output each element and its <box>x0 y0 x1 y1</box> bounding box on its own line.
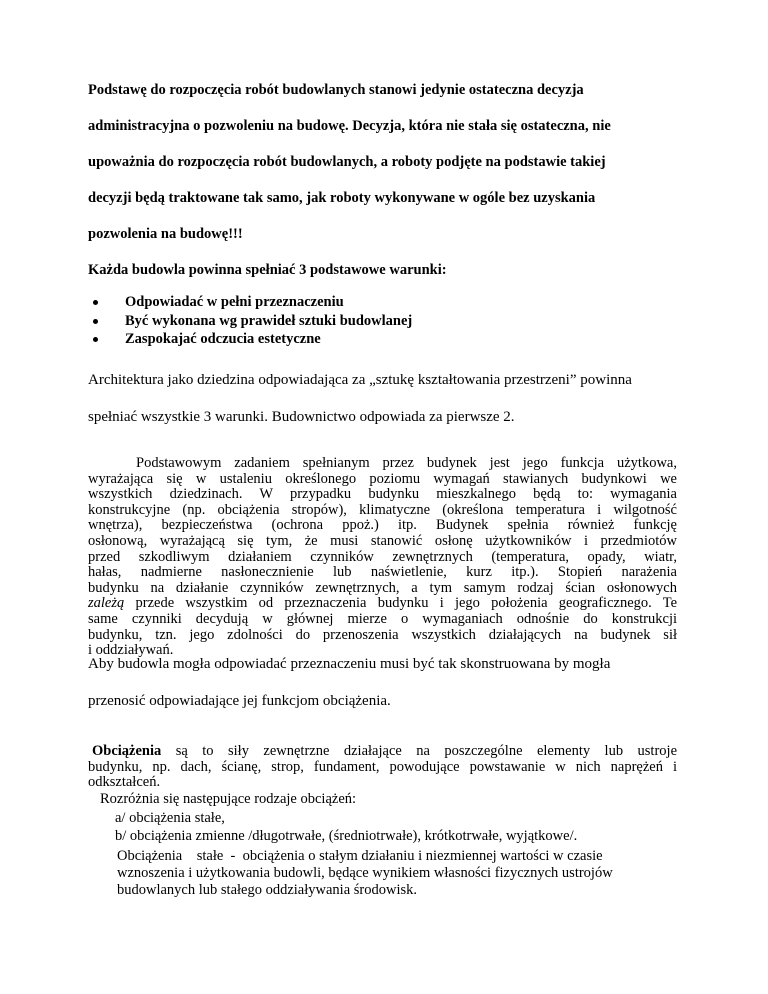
paragraph-line: budynku, tzn. jego zdolności do przenoszenia wszystkich działających na budynek sił <box>88 626 677 643</box>
paragraph-line: same czynniki decydują w głównej mierze o wymaganiach odnośnie do konstrukcji <box>88 610 677 627</box>
conditions-heading: Każda budowla powinna spełniać 3 podstawowe warunki: <box>88 262 447 278</box>
loads-term: Obciążenia <box>92 743 162 759</box>
bullet-icon <box>93 337 98 342</box>
paragraph-line: i oddziaływań. <box>88 642 174 659</box>
paragraph-line: wszystkich dziedzinach. W przypadku budynku mieszkalnego będą to: wymagania <box>88 486 677 503</box>
constant-loads-paragraph <box>117 848 677 899</box>
list-item: a/ obciążenia stałe, <box>115 810 225 826</box>
intro-line: decyzji będą traktowane tak samo, jak roboty wykonywane w ogóle bez uzyskania <box>88 190 596 206</box>
function-paragraph <box>88 456 677 659</box>
paragraph-line: budynku, np. dach, ścianę, strop, fundament, powodujące powstawanie w nich naprężeń i <box>88 758 677 775</box>
paragraph-line: wnętrza), bezpieczeństwa (ochrona ppoż.) itp. Budynek spełnia również funkcję <box>88 517 677 534</box>
paragraph-line <box>88 596 677 612</box>
paragraph-line: Obciążenia stałe - obciążenia o stałym działaniu i niezmiennej wartości w czasie <box>117 848 603 864</box>
paragraph-line-text: przede wszystkim od przeznaczenia budynku i jego położenia geograficznego. Te <box>135 595 678 612</box>
list-item <box>88 312 412 331</box>
loads-paragraph <box>88 744 677 791</box>
paragraph-line: budowlanych lub stałego oddziaływania środowisk. <box>117 882 418 898</box>
list-item-label: Odpowiadać w pełni przeznaczeniu <box>125 294 344 310</box>
bullet-icon <box>93 319 98 324</box>
list-item <box>88 330 412 349</box>
architecture-line: spełniać wszystkie 3 warunki. Budownictwo odpowiada za pierwsze 2. <box>88 409 515 425</box>
intro-line: pozwolenia na budowę!!! <box>88 226 243 242</box>
bullet-icon <box>93 300 98 305</box>
list-item-label: Zaspokajać odczucia estetyczne <box>125 331 321 347</box>
paragraph-line: budynku na działanie czynników zewnętrznych, a tym samym rodzaj ścian osłonowych <box>88 579 677 596</box>
paragraph-line-text: są to siły zewnętrzne działające na poszczególne elementy lub ustroje <box>175 743 677 759</box>
paragraph-line: przed szkodliwym działaniem czynników zewnętrznych (temperatura, opady, wiatr, <box>88 548 677 565</box>
list-item <box>88 293 412 312</box>
list-item-label: Być wykonana wg prawideł sztuki budowlanej <box>125 312 413 329</box>
conditions-list <box>88 293 412 349</box>
paragraph-line: konstrukcyjne (np. obciążenia stropów), klimatyczne (określona temperatura i wilgotność <box>88 501 677 518</box>
loads-types-intro: Rozróżnia się następujące rodzaje obciążeń: <box>100 791 357 807</box>
paragraph-line: wznoszenia i użytkowania budowli, będące wynikiem własności fizycznych ustrojów <box>117 865 613 881</box>
list-item: b/ obciążenia zmienne /długotrwałe, (średniotrwałe), krótkotrwałe, wyjątkowe/. <box>115 828 578 844</box>
intro-line: administracyjna o pozwoleniu na budowę. Decyzja, która nie stała się ostateczna, nie <box>88 118 611 134</box>
design-line: przenosić odpowiadające jej funkcjom obciążenia. <box>88 693 391 709</box>
intro-line: Podstawę do rozpoczęcia robót budowlanych stanowi jedynie ostateczna decyzja <box>88 82 584 98</box>
paragraph-line <box>88 744 677 760</box>
paragraph-line: hałas, nadmierne nasłonecznienie lub naświetlenie, kurz itp.). Stopień narażenia <box>88 564 677 581</box>
italic-word: zależą <box>88 595 125 612</box>
paragraph-line: osłonową, wyrażającą się tym, że musi stanowić osłonę użytkowników i przedmiotów <box>88 532 677 549</box>
paragraph-line: Podstawowym zadaniem spełnianym przez budynek jest jego funkcja użytkowa, <box>136 455 677 471</box>
intro-line: upoważnia do rozpoczęcia robót budowlanych, a roboty podjęte na podstawie takiej <box>88 154 606 170</box>
paragraph-line: odkształceń. <box>88 774 161 791</box>
design-line: Aby budowla mogła odpowiadać przeznaczeniu musi być tak skonstruowana by mogła <box>88 656 611 672</box>
architecture-line: Architektura jako dziedzina odpowiadająca za „sztukę kształtowania przestrzeni” powinna <box>88 372 632 388</box>
paragraph-line: wyrażająca się w ustaleniu określonego poziomu wymagań stawianych budynkowi we <box>88 470 677 487</box>
